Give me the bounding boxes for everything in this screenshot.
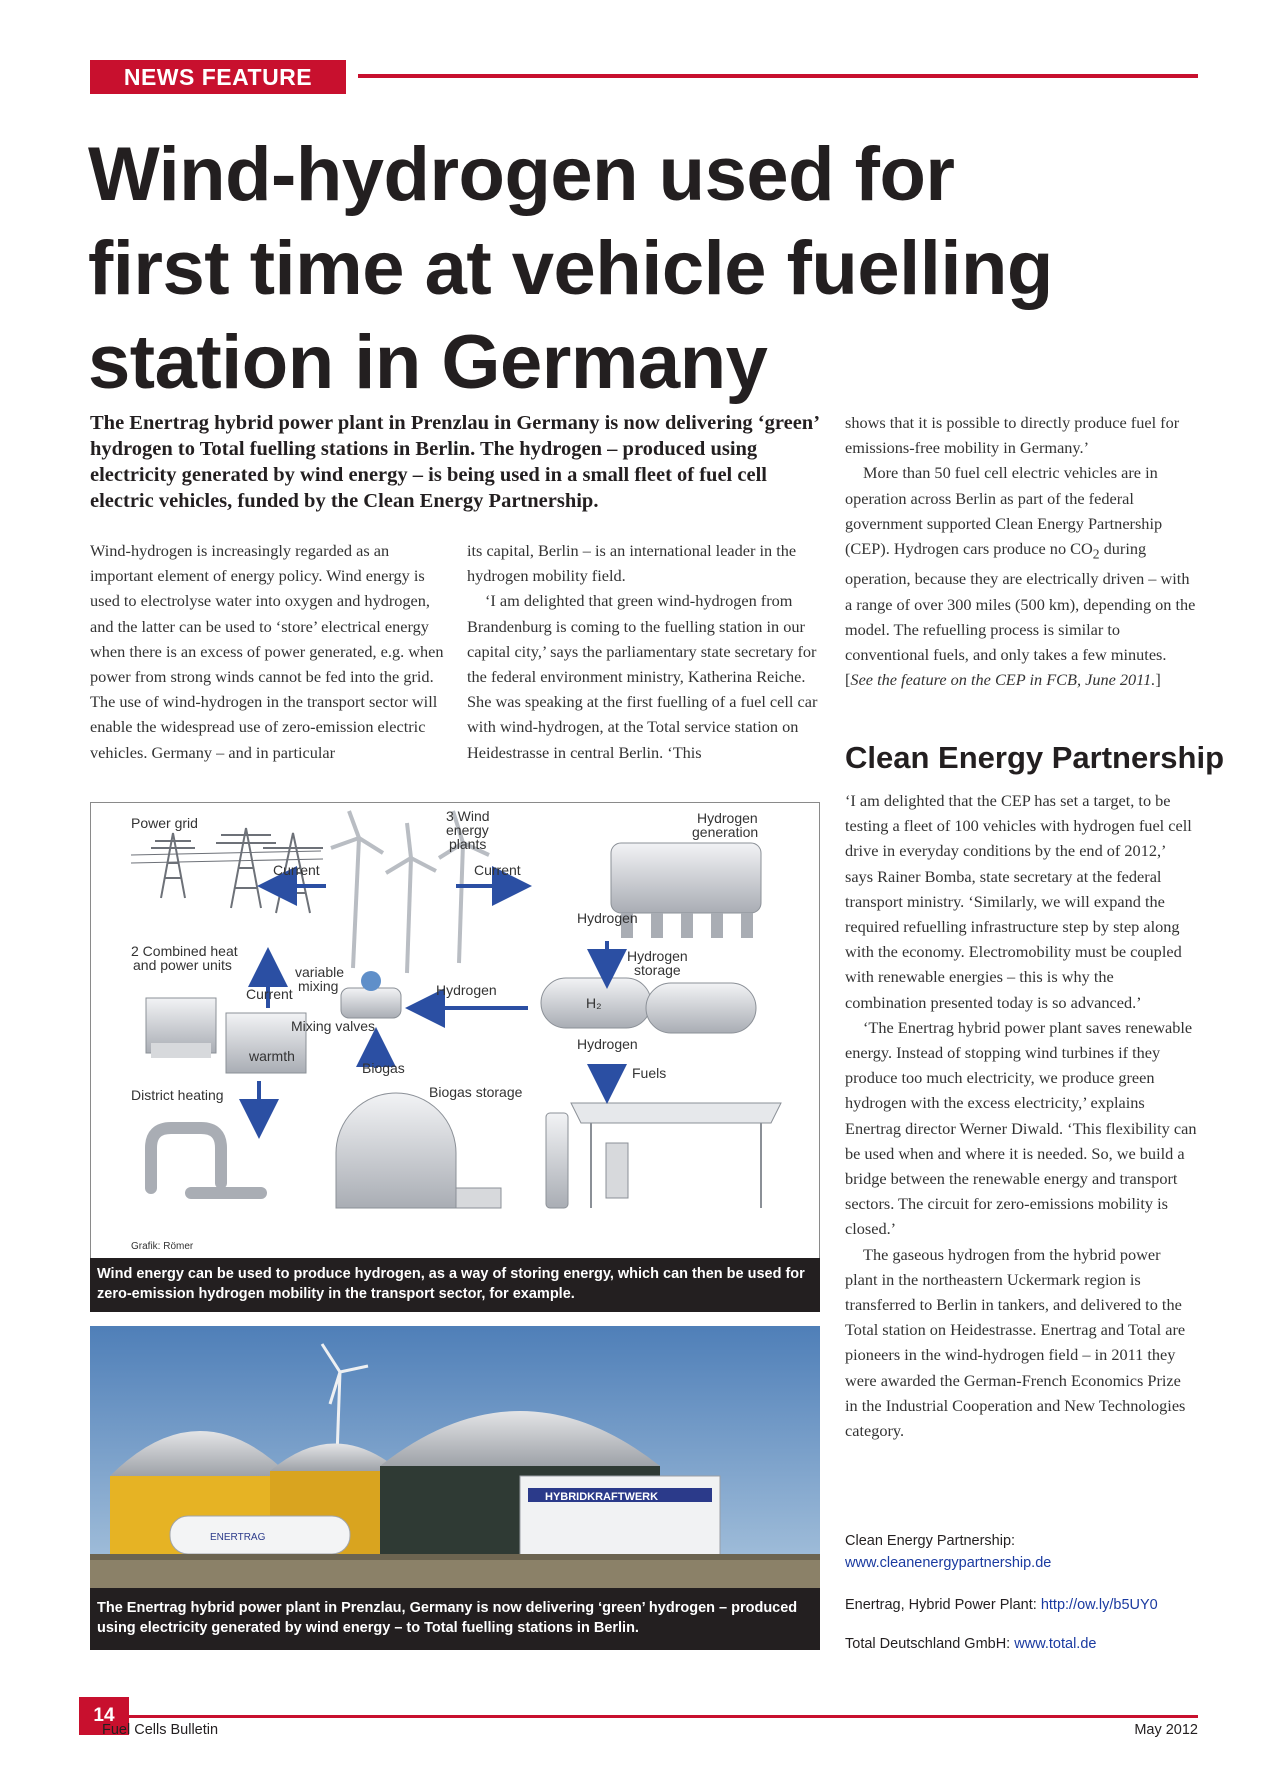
label-mixing-valves: Mixing valves: [291, 1018, 376, 1034]
label-hydrogen-2: Hydrogen: [577, 1036, 638, 1052]
link-block-cep: [845, 1530, 1205, 1574]
label-chp-2: and power units: [133, 957, 232, 973]
mixing-valve-icon: [341, 971, 401, 1018]
enertrag-link[interactable]: http://ow.ly/b5UY0: [1040, 1597, 1158, 1613]
hydrogen-storage-icon: [541, 978, 756, 1033]
body-column-1: [90, 538, 446, 765]
label-district-heating: District heating: [131, 1087, 224, 1103]
footer-rule: [129, 1715, 1198, 1718]
label-variable-2: mixing: [298, 978, 339, 994]
link-block-enertrag: [845, 1594, 1205, 1616]
label-wind-2: energy: [446, 822, 489, 838]
label-wind-1: 3 Wind: [446, 808, 490, 824]
paragraph: Wind-hydrogen is increasingly regarded as an important element of energy policy. Wind energy is used to electrolyse water into oxygen and hydrogen, and the latter can be used to ‘store’ electrical energy when there is an excess of power generated, e.g. when power from strong winds cannot be fed into the grid. The use of wind-hydrogen in the transport sector will enable the widespread use of zero-emission electric vehicles. Germany – and in particular: [90, 541, 444, 762]
italic-reference: See the feature on the CEP in FCB, June 2011.: [850, 670, 1156, 690]
label-power-grid: Power grid: [131, 815, 198, 831]
paragraph: shows that it is possible to directly produce fuel for emissions-free mobility in Germany.’: [845, 413, 1180, 458]
tank-text: ENERTRAG: [210, 1532, 266, 1543]
label-hydrogen-storage-1: Hydrogen: [627, 948, 688, 964]
body-column-2: [467, 538, 823, 765]
headline: [88, 128, 1198, 410]
label-biogas: Biogas: [362, 1060, 405, 1076]
diagram-caption: Wind energy can be used to produce hydrogen, as a way of storing energy, which can then be used for zero-emission hydrogen mobility in the transport sector, for example.: [90, 1258, 820, 1312]
subscript: 2: [1092, 546, 1100, 562]
district-heating-icon: [151, 1128, 261, 1193]
biogas-dome-icon: [336, 1093, 501, 1208]
energy-flow-diagram: [91, 803, 819, 1258]
journal-name: Fuel Cells Bulletin: [102, 1722, 219, 1738]
paragraph: [845, 460, 1197, 692]
fuel-station-icon: [546, 1103, 781, 1208]
text-run: ]: [1155, 670, 1161, 690]
fence: [90, 1554, 820, 1560]
ground: [90, 1558, 820, 1588]
label-current-right: Current: [474, 862, 521, 878]
section-heading: Clean Energy Partnership: [845, 740, 1225, 775]
cep-link[interactable]: www.cleanenergypartnership.de: [845, 1555, 1052, 1571]
link-label: Clean Energy Partnership:: [845, 1533, 1016, 1549]
paragraph: The gaseous hydrogen from the hybrid power plant in the northeastern Uckermark region is transferred to Berlin in tankers, and delivered to the Total station on Heidestrasse. Enertrag and Total are pioneers in the wind-hydrogen field – in 2011 they were awarded the German-French Economics Prize in the Industrial Cooperation and New Technologies category.: [845, 1244, 1186, 1441]
paragraph: ‘I am delighted that the CEP has set a target, to be testing a fleet of 100 vehicles with hydrogen fuel cell drive in everyday conditions by the end of 2012,’ says Rainer Bomba, state secretary at the federal transport ministry. ‘Similarly, we will expand the required refuelling infrastructure step by step along with the economy. Electromobility must be coupled with renewable energies – this is why the combination presented today is so advanced.’: [845, 791, 1192, 1012]
headline-line-1: Wind-hydrogen used for: [88, 132, 955, 217]
photo-caption: The Enertrag hybrid power plant in Prenzlau, Germany is now delivering ‘green’ hydrogen – produced using electricity generated by wind energy – to Total fuelling stations in Berlin.: [90, 1588, 820, 1650]
total-link[interactable]: www.total.de: [1014, 1636, 1097, 1652]
label-hydrogen-generation-2: generation: [692, 824, 759, 840]
label-hydrogen-1: Hydrogen: [577, 910, 638, 926]
label-biogas-storage: Biogas storage: [429, 1084, 523, 1100]
label-hydrogen-mid: Hydrogen: [436, 982, 497, 998]
paragraph: its capital, Berlin – is an international leader in the hydrogen mobility field.: [467, 541, 797, 586]
plant-photo: [90, 1326, 820, 1588]
text-run: More than 50 fuel cell electric vehicles are in operation across Berlin as part of the federal government supported Clean Energy Partnership (CEP). Hydrogen cars produce no CO: [845, 463, 1163, 559]
link-label: Total Deutschland GmbH:: [845, 1636, 1015, 1652]
header-rule: [358, 74, 1198, 78]
headline-line-3: station in Germany: [88, 320, 768, 405]
label-hydrogen-storage-2: storage: [634, 962, 681, 978]
label-warmth: warmth: [249, 1048, 295, 1064]
label-current-mid: Current: [246, 986, 293, 1002]
body-column-3-top: [845, 410, 1197, 692]
link-block-total: [845, 1633, 1205, 1655]
diagram-figure: [90, 802, 820, 1259]
label-fuels: Fuels: [632, 1065, 667, 1081]
section-tag: NEWS FEATURE: [90, 60, 346, 94]
label-chp-1: 2 Combined heat: [131, 943, 238, 959]
text-run: during operation, because they are electrically driven – with a range of over 300 miles (500 km), depending on the model. The refuelling process is similar to conventional fuels, and only takes a few minutes. [: [845, 539, 1196, 690]
body-column-3-bottom: [845, 788, 1197, 1443]
label-current-left: Current: [273, 862, 320, 878]
page-number: 14: [79, 1697, 129, 1735]
label-hydrogen-generation-1: Hydrogen: [697, 810, 758, 826]
link-label: Enertrag, Hybrid Power Plant:: [845, 1597, 1041, 1613]
headline-line-2: first time at vehicle fuelling: [88, 226, 1053, 311]
tank-label: H₂: [586, 995, 602, 1011]
diagram-credit: Grafik: Römer: [131, 1241, 194, 1252]
building-sign-text: HYBRIDKRAFTWERK: [545, 1491, 659, 1503]
label-variable-1: variable: [295, 964, 345, 980]
paragraph: ‘The Enertrag hybrid power plant saves renewable energy. Instead of stopping wind turbines if they produce too much electricity, we produce green hydrogen with the excess electricity,’ explains Enertrag director Werner Diwald. ‘This flexibility can be used when and where it is needed. So, we build a bridge between the renewable energy and transport sectors. The circuit for zero-emissions mobility is closed.’: [845, 1017, 1197, 1239]
paragraph: ‘I am delighted that green wind-hydrogen from Brandenburg is coming to the fuelling station in our capital city,’ says the parliamentary state secretary for the federal environment ministry, Katherina Reiche. She was speaking at the first fuelling of a fuel cell car with wind-hydrogen, at the Total service station on Heidestrasse in central Berlin. ‘This: [467, 591, 818, 762]
issue-date: May 2012: [1134, 1722, 1198, 1738]
hybrid-power-plant-image: [90, 1326, 820, 1588]
label-wind-3: plants: [449, 836, 487, 852]
standfirst: The Enertrag hybrid power plant in Prenzlau in Germany is now delivering ‘green’ hydrogen to Total fuelling stations in Berlin. The hydrogen – produced using electricity generated by wind energy – is being used in a small fleet of fuel cell electric vehicles, funded by the Clean Energy Partnership.: [90, 412, 819, 512]
